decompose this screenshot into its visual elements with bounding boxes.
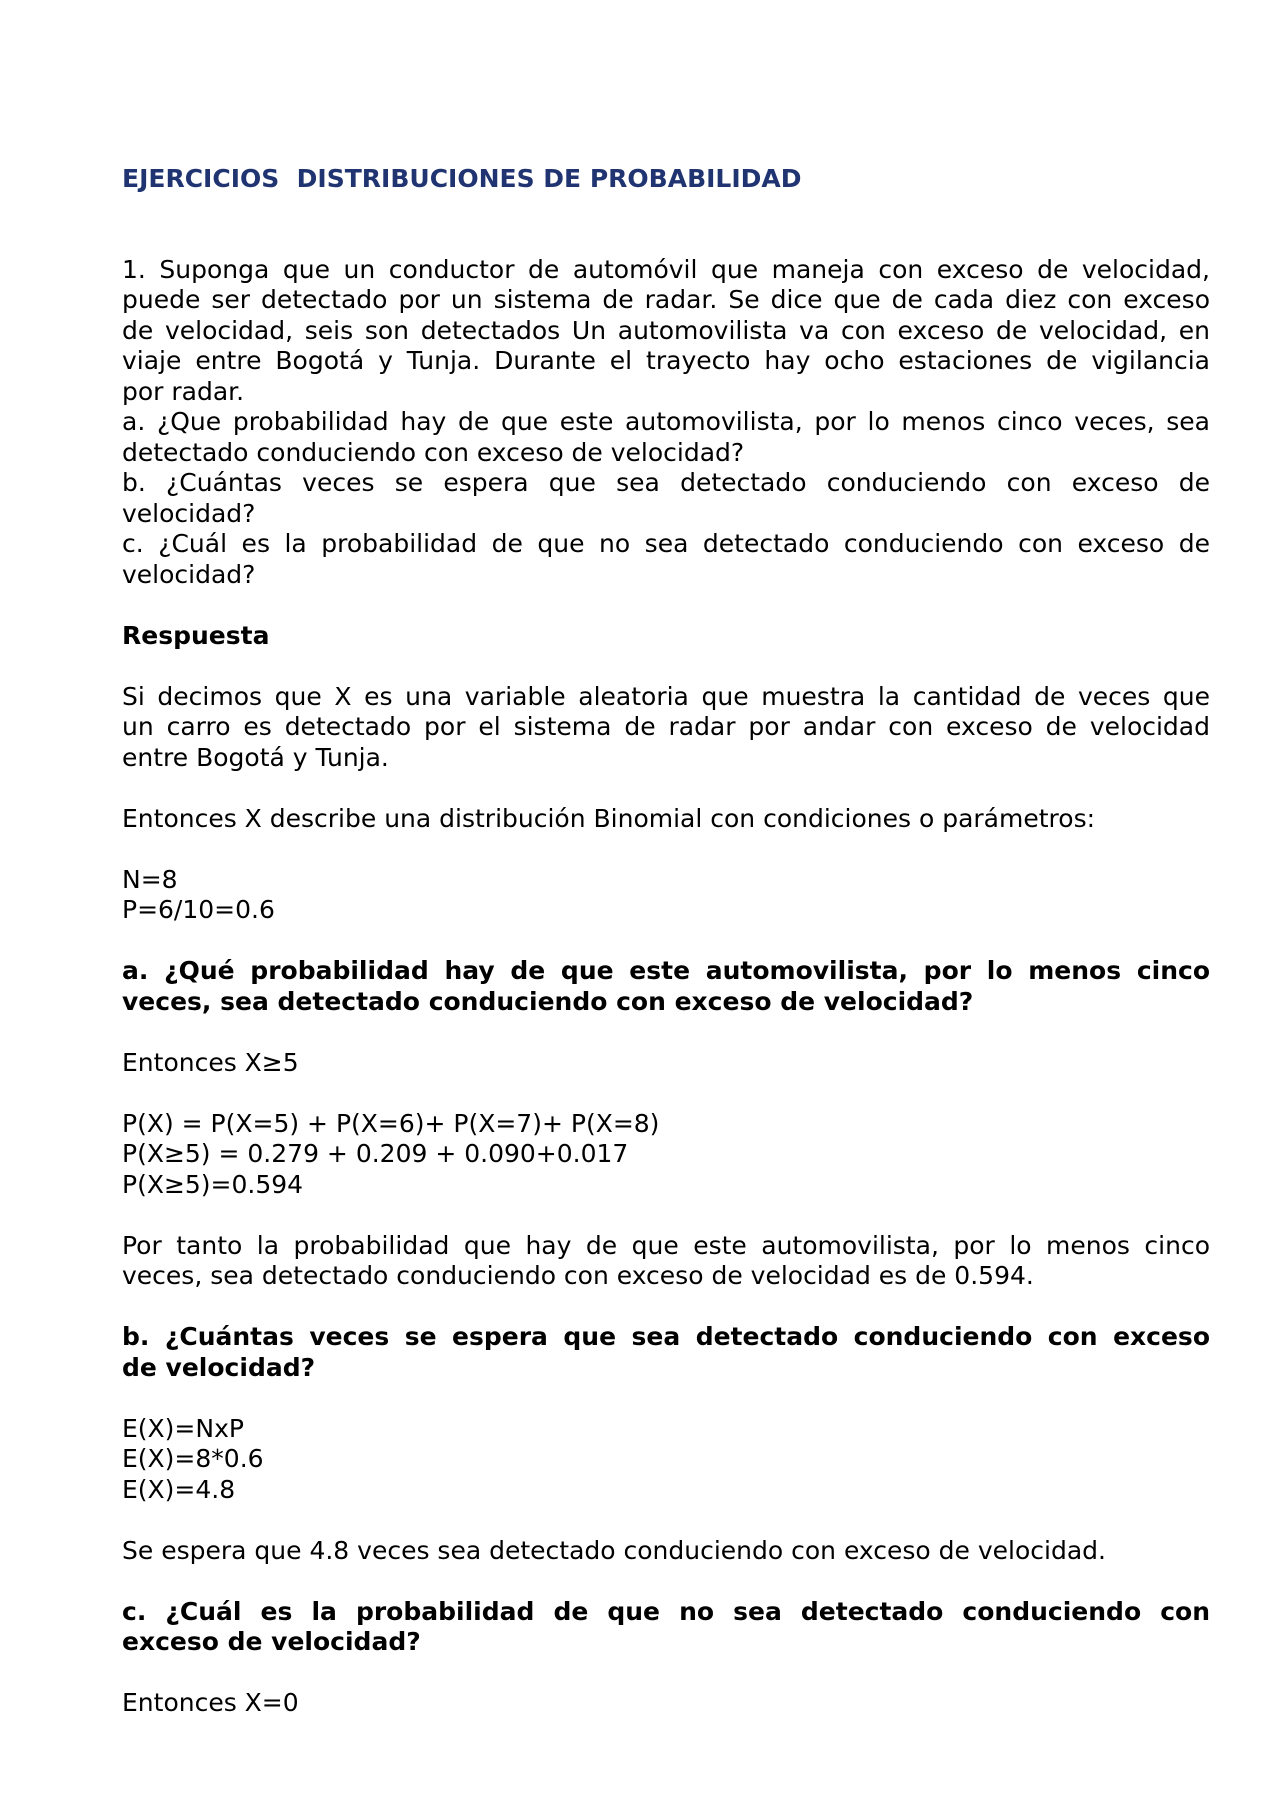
formula-line: P(X) = P(X=5) + P(X=6)+ P(X=7)+ P(X=8) [122,1108,660,1138]
formula-line: E(X)=8*0.6 [122,1444,264,1473]
param-p: P=6/10=0.6 [122,895,275,924]
question-c-line: c. ¿Cuál es la probabilidad de que no sea detectado conduciendo con exceso de [122,529,1210,558]
section-b-heading [122,1322,1210,1383]
section-b-conclusion: Se espera que 4.8 veces sea detectado conduciendo con exceso de velocidad. [122,1535,1106,1565]
formula-line: E(X)=NxP [122,1413,244,1443]
answer-heading: Respuesta [122,620,270,650]
problem-statement [122,255,1210,591]
param-n: N=8 [122,864,178,894]
document-title: EJERCICIOS DISTRIBUCIONES DE PROBABILIDAD [122,164,802,193]
formula-line: E(X)=4.8 [122,1474,236,1504]
question-b-line: b. ¿Cuántas veces se espera que sea detectado conduciendo con exceso de [122,468,1210,497]
section-c-heading [122,1597,1210,1658]
intro-line: entre Bogotá y Tunja. [122,742,389,772]
problem-line: puede ser detectado por un sistema de radar. Se dice que de cada diez con exceso [122,285,1210,314]
question-b-line: velocidad? [122,498,256,528]
formula-line: P(X≥5)=0.594 [122,1169,304,1199]
problem-line: de velocidad, seis son detectados Un automovilista va con exceso de velocidad, en [122,315,1210,345]
intro-paragraph [122,682,1210,774]
problem-line: por radar. [122,376,245,406]
question-c-line: velocidad? [122,559,256,589]
section-c-heading-line: c. ¿Cuál es la probabilidad de que no sea detectado conduciendo con [122,1596,1210,1626]
formula-line: P(X≥5) = 0.279 + 0.209 + 0.090+0.017 [122,1139,629,1168]
problem-line: 1. Suponga que un conductor de automóvil que maneja con exceso de velocidad, [122,254,1210,284]
question-a-line: a. ¿Que probabilidad hay de que este automovilista, por lo menos cinco veces, sea [122,407,1210,436]
section-a-heading [122,956,1210,1017]
section-a-condition: Entonces X≥5 [122,1047,299,1077]
question-a-line: detectado conduciendo con exceso de velocidad? [122,437,745,467]
distribution-line: Entonces X describe una distribución Binomial con condiciones o parámetros: [122,803,1096,833]
section-a-heading-line: a. ¿Qué probabilidad hay de que este automovilista, por lo menos cinco [122,956,1210,985]
intro-line: Si decimos que X es una variable aleatoria que muestra la cantidad de veces que [122,681,1210,711]
section-a-conclusion [122,1231,1210,1292]
conclusion-line: Por tanto la probabilidad que hay de que este automovilista, por lo menos cinco [122,1230,1210,1260]
section-c-heading-line: exceso de velocidad? [122,1627,421,1656]
section-c-condition: Entonces X=0 [122,1688,299,1717]
conclusion-line: veces, sea detectado conduciendo con exceso de velocidad es de 0.594. [122,1261,1034,1290]
section-a-heading-line: veces, sea detectado conduciendo con exceso de velocidad? [122,986,974,1016]
document-page [122,164,1210,1719]
intro-line: un carro es detectado por el sistema de radar por andar con exceso de velocidad [122,712,1210,741]
problem-line: viaje entre Bogotá y Tunja. Durante el trayecto hay ocho estaciones de vigilancia [122,346,1210,375]
section-b-heading-line: de velocidad? [122,1352,316,1382]
section-b-heading-line: b. ¿Cuántas veces se espera que sea detectado conduciendo con exceso [122,1322,1210,1351]
